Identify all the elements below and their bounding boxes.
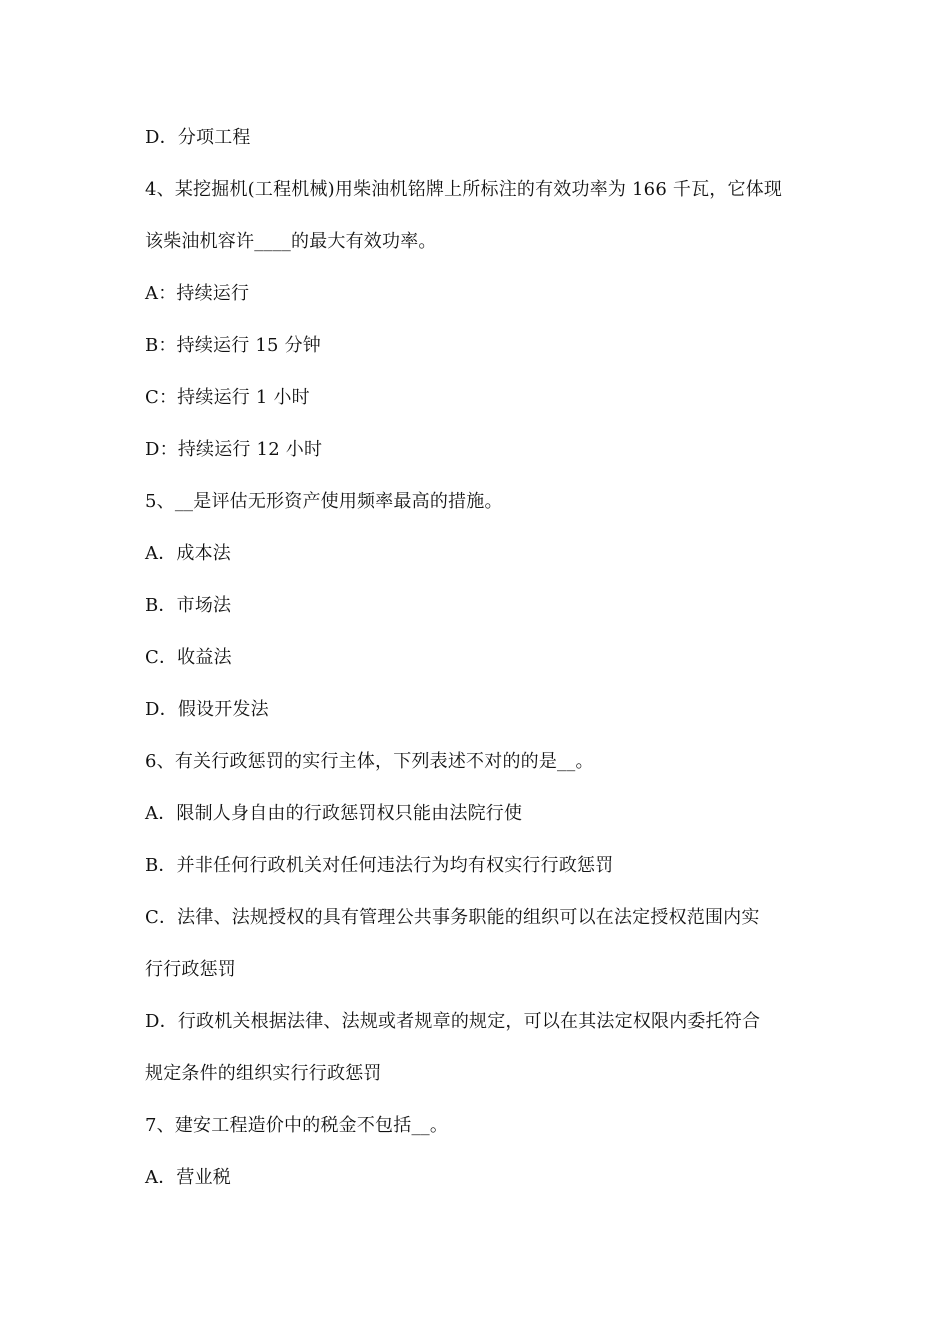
option-a-q7: A．营业税 [145,1167,231,1188]
question-4-line-1: 4、某挖掘机(工程机械)用柴油机铭牌上所标注的有效功率为 166 千瓦，它体现 [145,179,783,200]
question-4-line-2: 该柴油机容许____的最大有效功率。 [145,231,437,252]
option-b-q6: B．并非任何行政机关对任何违法行为均有权实行行政惩罚 [145,855,614,876]
option-d-q6-line-2: 规定条件的组织实行行政惩罚 [145,1063,382,1084]
option-d-q4: D：持续运行 12 小时 [145,439,323,460]
option-c-q6-line-1: C．法律、法规授权的具有管理公共事务职能的组织可以在法定授权范围内实 [145,907,760,928]
option-d-q3: D．分项工程 [145,127,251,148]
option-a-q5: A．成本法 [145,543,231,564]
question-7: 7、建安工程造价中的税金不包括__。 [145,1115,449,1136]
option-b-q4: B：持续运行 15 分钟 [145,335,321,356]
option-d-q6-line-1: D．行政机关根据法律、法规或者规章的规定，可以在其法定权限内委托符合 [145,1011,761,1032]
option-b-q5: B．市场法 [145,595,232,616]
option-c-q5: C．收益法 [145,647,232,668]
option-a-q4: A：持续运行 [145,283,250,304]
option-a-q6: A．限制人身自由的行政惩罚权只能由法院行使 [145,803,523,824]
option-d-q5: D．假设开发法 [145,699,269,720]
option-c-q6-line-2: 行行政惩罚 [145,959,236,980]
question-6: 6、有关行政惩罚的实行主体，下列表述不对的的是__。 [145,751,594,772]
option-c-q4: C：持续运行 1 小时 [145,387,310,408]
question-5: 5、__是评估无形资产使用频率最高的措施。 [145,491,503,512]
